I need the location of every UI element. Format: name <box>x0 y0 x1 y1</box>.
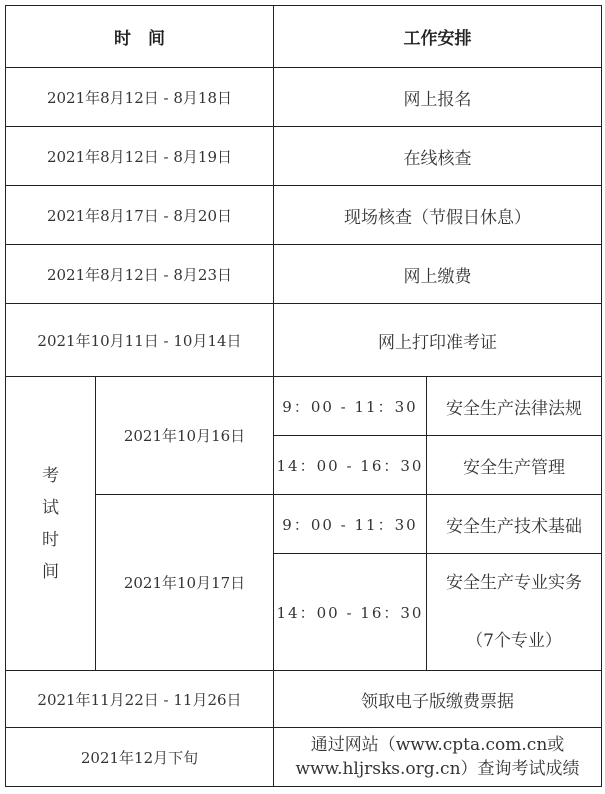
subject-cell: 安全生产技术基础 <box>427 495 602 554</box>
exam-date-cell: 2021年10月17日 <box>96 495 274 671</box>
date-cell: 2021年8月12日 - 8月23日 <box>6 245 274 304</box>
session-time-cell: 9：00 - 11：30 <box>274 377 427 436</box>
table-row <box>6 127 602 186</box>
session-time-cell: 14：00 - 16：30 <box>274 436 427 495</box>
task-cell: 现场核查（节假日休息） <box>274 186 602 245</box>
date-cell: 2021年8月17日 - 8月20日 <box>6 186 274 245</box>
date-cell: 2021年10月11日 - 10月14日 <box>6 304 274 377</box>
header-work: 工作安排 <box>274 6 602 68</box>
date-cell: 2021年8月12日 - 8月19日 <box>6 127 274 186</box>
table-row <box>6 245 602 304</box>
task-cell: 通过网站（www.cpta.com.cn或 www.hljrsks.org.cn）查询考试成绩 <box>274 728 602 787</box>
task-cell: 网上打印准考证 <box>274 304 602 377</box>
exam-row <box>6 377 602 436</box>
session-time-cell: 9：00 - 11：30 <box>274 495 427 554</box>
table-row <box>6 304 602 377</box>
exam-row <box>6 495 602 554</box>
table-row <box>6 186 602 245</box>
table-row <box>6 671 602 728</box>
task-cell: 网上报名 <box>274 68 602 127</box>
subject-cell: 安全生产管理 <box>427 436 602 495</box>
task-cell: 在线核查 <box>274 127 602 186</box>
task-cell: 网上缴费 <box>274 245 602 304</box>
exam-time-label: 考 试 时 间 <box>6 377 96 671</box>
subject-cell: 安全生产专业实务 （7个专业） <box>427 554 602 671</box>
task-cell: 领取电子版缴费票据 <box>274 671 602 728</box>
exam-date-cell: 2021年10月16日 <box>96 377 274 495</box>
header-row <box>6 6 602 68</box>
schedule-table <box>5 5 602 787</box>
header-time: 时 间 <box>6 6 274 68</box>
session-time-cell: 14：00 - 16：30 <box>274 554 427 671</box>
date-cell: 2021年12月下旬 <box>6 728 274 787</box>
date-cell: 2021年11月22日 - 11月26日 <box>6 671 274 728</box>
table-row <box>6 68 602 127</box>
subject-cell: 安全生产法律法规 <box>427 377 602 436</box>
date-cell: 2021年8月12日 - 8月18日 <box>6 68 274 127</box>
table-row <box>6 728 602 787</box>
